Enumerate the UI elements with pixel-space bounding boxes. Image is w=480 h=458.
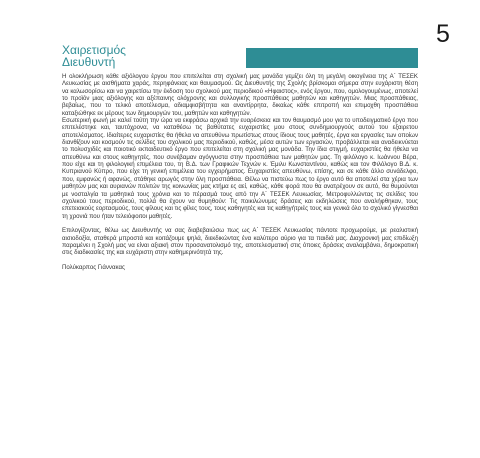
page-title-line-1: Χαιρετισμός — [62, 43, 126, 57]
letter-body — [62, 73, 418, 271]
signature: Πολύκαρπος Γιάννακας — [62, 263, 125, 271]
paragraph-closing: Επιλογίζοντας, θέλω ως Διευθυντής να σας διαβεβαιώσω πως ως Α΄ ΤΕΣΕΚ Λευκωσίας πάντοτε προχωρούμε, με ρεαλιστική αισιοδοξία, σταθερά μπροστά και κοιτάζουμε ψηλά, διεκδικώντας ένα καλύτερο αύριο για τα παιδιά μας. Διαχρονική μας επιδίωξη παραμένει η Σχολή μας να είναι αξιακή στον προσανατολισμό της, αποτελεσματική στις όποιες δράσεις αναλαμβάνει, δημοκρατική στις διαδικασίες της και ευχάριστη στην καθημερινότητά της. — [62, 227, 418, 257]
accent-bar — [246, 48, 418, 68]
page-title — [62, 44, 222, 68]
page-number: 5 — [436, 20, 450, 48]
page-title-line-2: Διευθυντή — [62, 55, 116, 69]
paragraph-thanks: Εσωτερική φωνή με καλεί τούτη την ώρα να εκφράσω αρχικά την ευαρέσκεια και τον θαυμασμό μου για το υποδειγματικό έργο που επιτελέστηκε και, ταυτόχρονα, να καταθέσω τις βαθύτατες ευχαριστίες μου στους συνδημιουργούς αυτού του εξαιρετου αποτελέσματος. Ιδιαίτερες ευχαριστίες θα ήθελα να απευθύνω πρωτίστως στους ίδιους τους μαθητές, έργα και εργασίες των οποίων διανθίζουν και κοσμούν τις σελίδες του σχολικού μας περιοδικού, καθώς, μέσα αυτών των εργασιών, προβάλλεται και αναδεικνύεται το πολυσχιδές και ποιοτικό εκπαιδευτικό έργο που επιτελείται στη σχολική μας μονάδα. Την ίδια στιγμή, ευχαριστίες θα ήθελα να απευθύνω και στους καθηγητές, που συνέβαμαν αγόγγυστα στην προσπάθεια των μαθητών μας. Τη φιλόλογο κ. Ιωάννου Βέρα, που είχε και τη φιλολογική επιμέλεια του, τη Β.Δ. των Γραφικών Τεχνών κ. Έμιλυ Κωνσταντίνου, καθώς και τον Φιλόλογο Β.Δ. κ. Κυπριανού Κύπρο, που είχε τη γενική επιμέλεια του εγχειρήματος. Ευχαριστίες απευθύνω, επίσης, και σε κάθε άλλο συνάδελφο, που, εμφανώς ή αφανώς, στάθηκε αρωγός στην όλη προσπάθεια. Θέλω να πιστεύω πως το έργο αυτό θα αποτελεί στα χέρια των μαθητών μας και αυριανών πολιτών της κοινωνίας μας κτήμα ες αεί, καθώς, κάθε φορά που θα ανατρέχουν σε αυτό, θα θυμούνται με νοσταλγία τα μαθητικά τους χρόνια και το πέρασμά τους από την Α΄ ΤΕΣΕΚ Λευκωσίας. Μετροφυλλώντας τις σελίδες του σχολικού τους περιοδικού, πολλά θα έχουν να θυμηθούν: Τις ποικιλώνυμες δράσεις και εκδηλώσεις που αναλήφθηκαν, τους επετειακούς εορτασμούς, τους φίλους και τις φίλες τους, τους καθηγητές και τις καθηγήτριές τους και γενικά όλο το σχολικό γίγνεσθαι τη χρονιά που ήταν τελειόφοιτοι μαθητές. — [62, 117, 418, 220]
paragraph-intro: Η ολοκλήρωση κάθε αξιόλογου έργου που επιτελείται στη σχολική μας μονάδα γεμίζει όλη τη μεγάλη οικογένεια της Α΄ ΤΕΣΕΚ Λευκωσίας με αισθήματα χαράς, περηφάνειας και θαυμασμού. Ως Διευθυντής της Σχολής βρίσκομαι σήμερα στην ευχάριστη θέση να καλωσορίσω και να χαιρετίσω την έκδοση του σχολικού μας περιοδικού «Ηφαιστος», ενός έργου, που, ομολογουμένως, αποτελεί το προϊόν μιας αξιόλογης και αξέπαινης ολόχρονης και συλλογικής προσπάθειας μαθητών και καθηγητών. Μιας προσπάθειας, βεβαίως, που το τελικό αποτέλεσμα, αδιαμφισβήτητα και αναντίρρητα, δικαίως κάθε επιτροπή και επιμοχθη προσπάθεια καταξιώθηκε εκ μέρους των δημιουργών του, μαθητών και καθηγητών. — [62, 73, 418, 117]
